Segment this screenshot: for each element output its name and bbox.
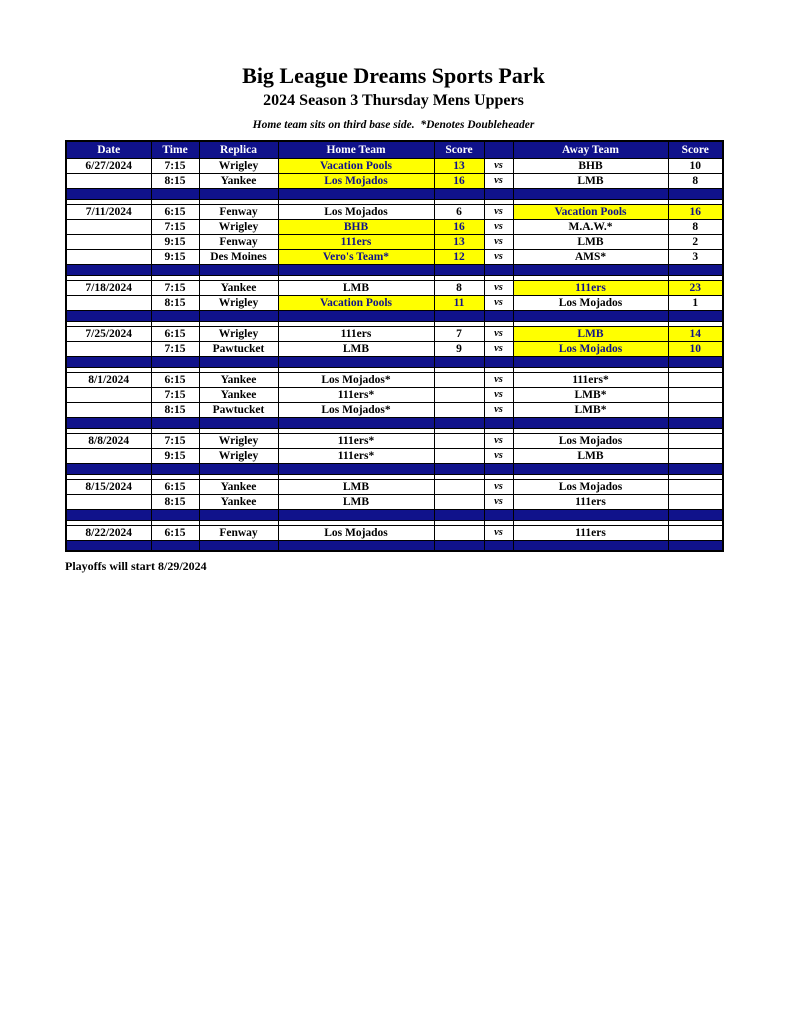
separator-cell [434, 356, 484, 367]
vs-cell: vs [484, 494, 513, 509]
away-score-cell: 3 [668, 249, 723, 264]
separator-cell [434, 463, 484, 474]
away-score-cell: 8 [668, 173, 723, 188]
game-row [66, 525, 723, 540]
game-row [66, 219, 723, 234]
away-team-cell: Los Mojados [513, 295, 668, 310]
time-cell: 8:15 [151, 494, 199, 509]
home-score-cell [434, 402, 484, 417]
game-row [66, 402, 723, 417]
replica-cell: Pawtucket [199, 341, 278, 356]
separator-cell [199, 264, 278, 275]
time-cell: 8:15 [151, 402, 199, 417]
home-team-cell: 111ers* [278, 433, 434, 448]
separator-cell [66, 356, 151, 367]
separator-cell [199, 509, 278, 520]
home-team-cell: 111ers* [278, 448, 434, 463]
home-score-cell [434, 433, 484, 448]
vs-cell: vs [484, 479, 513, 494]
separator-cell [66, 540, 151, 551]
table-header-row [66, 141, 723, 158]
separator-cell [513, 310, 668, 321]
separator-cell [484, 188, 513, 199]
date-cell [66, 387, 151, 402]
col-header-home-score: Score [434, 141, 484, 158]
date-cell: 8/22/2024 [66, 525, 151, 540]
vs-cell: vs [484, 219, 513, 234]
home-team-cell: Los Mojados* [278, 372, 434, 387]
separator-cell [278, 417, 434, 428]
replica-cell: Yankee [199, 387, 278, 402]
away-score-cell: 10 [668, 341, 723, 356]
away-score-cell [668, 402, 723, 417]
replica-cell: Wrigley [199, 433, 278, 448]
separator-cell [199, 188, 278, 199]
home-score-cell [434, 372, 484, 387]
separator-cell [434, 264, 484, 275]
date-cell: 6/27/2024 [66, 158, 151, 173]
home-score-cell: 12 [434, 249, 484, 264]
away-team-cell: 111ers [513, 280, 668, 295]
replica-cell: Des Moines [199, 249, 278, 264]
section-separator-row [66, 463, 723, 474]
separator-cell [434, 417, 484, 428]
away-team-cell: LMB [513, 173, 668, 188]
game-row [66, 448, 723, 463]
away-team-cell: Los Mojados [513, 341, 668, 356]
away-score-cell: 2 [668, 234, 723, 249]
separator-cell [151, 264, 199, 275]
home-score-cell: 16 [434, 173, 484, 188]
time-cell: 7:15 [151, 341, 199, 356]
time-cell: 6:15 [151, 204, 199, 219]
game-row [66, 249, 723, 264]
separator-cell [151, 310, 199, 321]
separator-cell [151, 540, 199, 551]
separator-cell [151, 188, 199, 199]
home-score-cell: 13 [434, 158, 484, 173]
away-team-cell: Vacation Pools [513, 204, 668, 219]
separator-cell [513, 188, 668, 199]
time-cell: 7:15 [151, 433, 199, 448]
away-team-cell: LMB* [513, 387, 668, 402]
section-separator-row [66, 540, 723, 551]
away-team-cell: LMB [513, 448, 668, 463]
date-cell [66, 249, 151, 264]
away-team-cell: LMB* [513, 402, 668, 417]
separator-cell [66, 509, 151, 520]
date-cell: 8/8/2024 [66, 433, 151, 448]
time-cell: 7:15 [151, 219, 199, 234]
col-header-away-team: Away Team [513, 141, 668, 158]
section-separator-row [66, 509, 723, 520]
away-team-cell: Los Mojados [513, 433, 668, 448]
separator-cell [278, 310, 434, 321]
col-header-replica: Replica [199, 141, 278, 158]
away-score-cell: 16 [668, 204, 723, 219]
away-score-cell: 10 [668, 158, 723, 173]
vs-cell: vs [484, 402, 513, 417]
separator-cell [668, 540, 723, 551]
home-team-cell: Los Mojados [278, 173, 434, 188]
separator-cell [278, 509, 434, 520]
home-score-cell: 7 [434, 326, 484, 341]
separator-cell [151, 509, 199, 520]
away-score-cell [668, 387, 723, 402]
playoffs-note: Playoffs will start 8/29/2024 [65, 559, 207, 573]
section-separator-row [66, 188, 723, 199]
away-score-cell [668, 494, 723, 509]
home-score-cell [434, 525, 484, 540]
separator-cell [668, 356, 723, 367]
separator-cell [668, 463, 723, 474]
vs-cell: vs [484, 448, 513, 463]
home-score-cell: 13 [434, 234, 484, 249]
replica-cell: Fenway [199, 525, 278, 540]
home-team-cell: LMB [278, 341, 434, 356]
vs-cell: vs [484, 173, 513, 188]
home-score-cell [434, 448, 484, 463]
home-score-cell [434, 387, 484, 402]
separator-cell [484, 264, 513, 275]
vs-cell: vs [484, 204, 513, 219]
game-row [66, 372, 723, 387]
vs-cell: vs [484, 249, 513, 264]
separator-cell [668, 310, 723, 321]
date-cell: 8/15/2024 [66, 479, 151, 494]
section-separator-row [66, 417, 723, 428]
time-cell: 8:15 [151, 173, 199, 188]
game-row [66, 341, 723, 356]
home-team-cell: BHB [278, 219, 434, 234]
home-team-cell: LMB [278, 494, 434, 509]
game-row [66, 387, 723, 402]
away-team-cell: M.A.W.* [513, 219, 668, 234]
time-cell: 7:15 [151, 158, 199, 173]
separator-cell [66, 417, 151, 428]
home-team-cell: 111ers [278, 326, 434, 341]
replica-cell: Wrigley [199, 295, 278, 310]
separator-cell [484, 540, 513, 551]
time-cell: 6:15 [151, 326, 199, 341]
replica-cell: Wrigley [199, 326, 278, 341]
separator-cell [434, 540, 484, 551]
separator-cell [434, 188, 484, 199]
separator-cell [434, 509, 484, 520]
vs-cell: vs [484, 387, 513, 402]
home-score-cell [434, 479, 484, 494]
date-cell [66, 173, 151, 188]
game-row [66, 204, 723, 219]
home-team-cell: Los Mojados* [278, 402, 434, 417]
separator-cell [278, 540, 434, 551]
time-cell: 7:15 [151, 280, 199, 295]
section-separator-row [66, 264, 723, 275]
home-team-cell: 111ers* [278, 387, 434, 402]
time-cell: 8:15 [151, 295, 199, 310]
col-header-vs [484, 141, 513, 158]
replica-cell: Wrigley [199, 158, 278, 173]
page-title: Big League Dreams Sports Park [242, 63, 545, 88]
away-score-cell [668, 372, 723, 387]
game-row [66, 479, 723, 494]
home-team-cell: LMB [278, 479, 434, 494]
replica-cell: Wrigley [199, 219, 278, 234]
replica-cell: Yankee [199, 372, 278, 387]
vs-cell: vs [484, 433, 513, 448]
away-team-cell: AMS* [513, 249, 668, 264]
time-cell: 6:15 [151, 525, 199, 540]
vs-cell: vs [484, 295, 513, 310]
date-cell [66, 295, 151, 310]
away-score-cell: 23 [668, 280, 723, 295]
separator-cell [66, 188, 151, 199]
separator-cell [513, 356, 668, 367]
away-team-cell: LMB [513, 234, 668, 249]
separator-cell [151, 356, 199, 367]
separator-cell [434, 310, 484, 321]
separator-cell [278, 463, 434, 474]
vs-cell: vs [484, 234, 513, 249]
replica-cell: Fenway [199, 234, 278, 249]
replica-cell: Wrigley [199, 448, 278, 463]
home-team-cell: LMB [278, 280, 434, 295]
date-cell: 8/1/2024 [66, 372, 151, 387]
time-cell: 6:15 [151, 479, 199, 494]
home-score-cell: 16 [434, 219, 484, 234]
separator-cell [668, 264, 723, 275]
separator-cell [484, 509, 513, 520]
time-cell: 7:15 [151, 387, 199, 402]
home-score-cell: 8 [434, 280, 484, 295]
away-team-cell: 111ers* [513, 372, 668, 387]
separator-cell [278, 356, 434, 367]
separator-cell [668, 417, 723, 428]
separator-cell [278, 188, 434, 199]
game-row [66, 295, 723, 310]
game-row [66, 280, 723, 295]
home-team-cell: Los Mojados [278, 204, 434, 219]
replica-cell: Yankee [199, 479, 278, 494]
away-team-cell: LMB [513, 326, 668, 341]
time-cell: 6:15 [151, 372, 199, 387]
time-cell: 9:15 [151, 448, 199, 463]
replica-cell: Fenway [199, 204, 278, 219]
time-cell: 9:15 [151, 234, 199, 249]
date-cell [66, 494, 151, 509]
section-separator-row [66, 310, 723, 321]
col-header-away-score: Score [668, 141, 723, 158]
away-team-cell: 111ers [513, 494, 668, 509]
home-team-note: Home team sits on third base side. *Denotes Doubleheader [252, 119, 535, 131]
date-cell [66, 219, 151, 234]
home-team-cell: Los Mojados [278, 525, 434, 540]
game-row [66, 326, 723, 341]
separator-cell [66, 463, 151, 474]
separator-cell [199, 310, 278, 321]
col-header-time: Time [151, 141, 199, 158]
date-cell [66, 341, 151, 356]
vs-cell: vs [484, 372, 513, 387]
separator-cell [199, 417, 278, 428]
replica-cell: Yankee [199, 494, 278, 509]
separator-cell [199, 356, 278, 367]
away-team-cell: 111ers [513, 525, 668, 540]
vs-cell: vs [484, 158, 513, 173]
separator-cell [513, 264, 668, 275]
separator-cell [199, 540, 278, 551]
schedule-table [65, 140, 724, 552]
separator-cell [513, 417, 668, 428]
game-row [66, 494, 723, 509]
vs-cell: vs [484, 525, 513, 540]
separator-cell [484, 356, 513, 367]
vs-cell: vs [484, 326, 513, 341]
date-cell [66, 448, 151, 463]
separator-cell [513, 463, 668, 474]
home-team-cell: Vacation Pools [278, 158, 434, 173]
separator-cell [484, 310, 513, 321]
away-score-cell [668, 448, 723, 463]
home-team-cell: Vacation Pools [278, 295, 434, 310]
separator-cell [513, 540, 668, 551]
away-team-cell: Los Mojados [513, 479, 668, 494]
separator-cell [484, 463, 513, 474]
vs-cell: vs [484, 280, 513, 295]
replica-cell: Yankee [199, 173, 278, 188]
date-cell: 7/25/2024 [66, 326, 151, 341]
away-score-cell [668, 433, 723, 448]
away-team-cell: BHB [513, 158, 668, 173]
game-row [66, 173, 723, 188]
separator-cell [513, 509, 668, 520]
vs-cell: vs [484, 341, 513, 356]
col-header-date: Date [66, 141, 151, 158]
home-score-cell: 9 [434, 341, 484, 356]
home-score-cell [434, 494, 484, 509]
game-row [66, 234, 723, 249]
separator-cell [278, 264, 434, 275]
away-score-cell: 8 [668, 219, 723, 234]
separator-cell [151, 463, 199, 474]
away-score-cell: 1 [668, 295, 723, 310]
date-cell [66, 234, 151, 249]
home-score-cell: 11 [434, 295, 484, 310]
separator-cell [668, 188, 723, 199]
home-team-cell: 111ers [278, 234, 434, 249]
separator-cell [668, 509, 723, 520]
page-subtitle: 2024 Season 3 Thursday Mens Uppers [263, 92, 524, 109]
game-row [66, 158, 723, 173]
separator-cell [151, 417, 199, 428]
replica-cell: Pawtucket [199, 402, 278, 417]
away-score-cell: 14 [668, 326, 723, 341]
separator-cell [199, 463, 278, 474]
time-cell: 9:15 [151, 249, 199, 264]
date-cell: 7/18/2024 [66, 280, 151, 295]
separator-cell [66, 264, 151, 275]
away-score-cell [668, 479, 723, 494]
section-separator-row [66, 356, 723, 367]
separator-cell [484, 417, 513, 428]
home-team-cell: Vero's Team* [278, 249, 434, 264]
replica-cell: Yankee [199, 280, 278, 295]
separator-cell [66, 310, 151, 321]
away-score-cell [668, 525, 723, 540]
date-cell [66, 402, 151, 417]
date-cell: 7/11/2024 [66, 204, 151, 219]
home-score-cell: 6 [434, 204, 484, 219]
game-row [66, 433, 723, 448]
col-header-home-team: Home Team [278, 141, 434, 158]
